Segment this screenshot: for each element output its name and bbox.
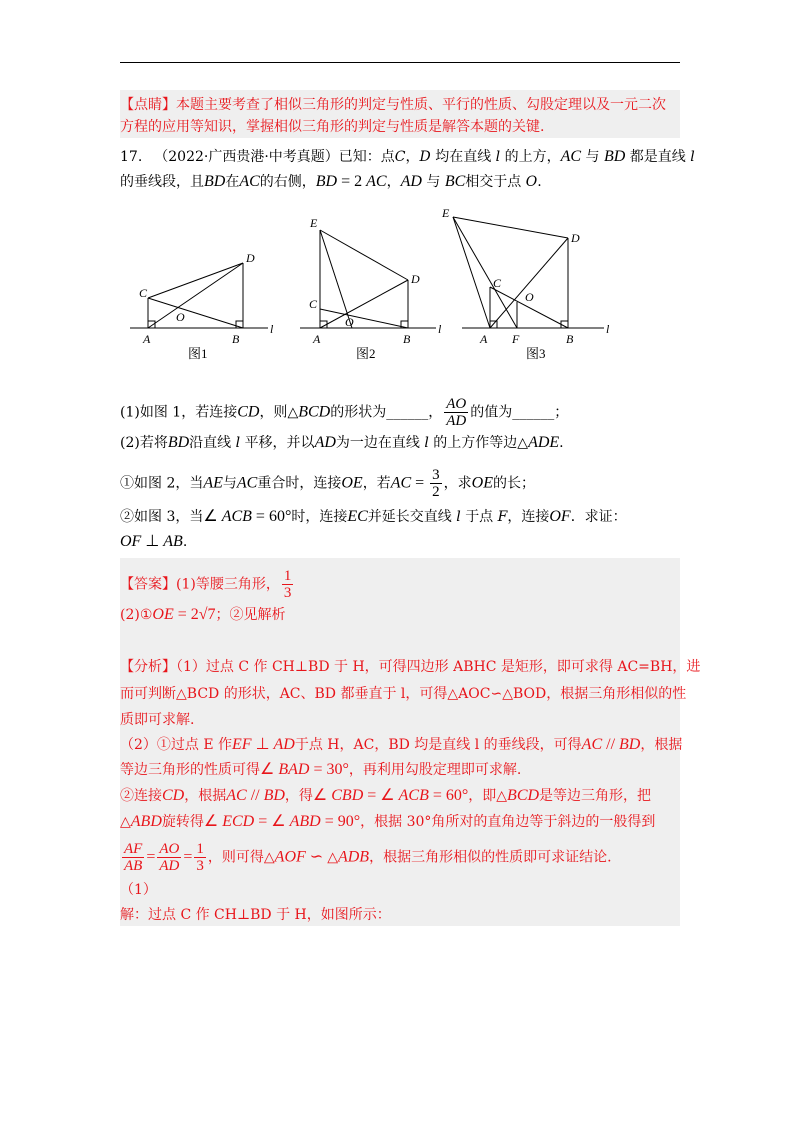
- svg-text:O: O: [176, 310, 185, 324]
- comment-line-1: 【点睛】本题主要考查了相似三角形的判定与性质、平行的性质、勾股定理以及一元二次: [120, 97, 666, 113]
- svg-text:E: E: [442, 206, 450, 220]
- question-2: (2)若将BD沿直线 l 平移，并以AD为一边在直线 l 的上方作等边△ADE.: [120, 434, 564, 451]
- analysis-text: ，得: [284, 788, 313, 804]
- analysis-text: ，根据 30°角所对的直角边等于斜边的一般得到: [360, 814, 656, 830]
- question-2-ii: ②如图 3，当∠ ACB = 60°时，连接EC并延长交直线 l 于点 F，连接OF．求证：: [120, 508, 627, 525]
- analysis-line-1: [120, 657, 701, 677]
- header-rule: [120, 62, 680, 63]
- analysis-text: ，根据三角形相似的性质即可求证结论.: [369, 849, 612, 866]
- answer-text: ；②见解析: [215, 607, 286, 623]
- analysis-text: ，根据: [640, 737, 683, 753]
- figure-3: [453, 217, 604, 328]
- svg-text:O: O: [525, 290, 534, 304]
- answer-text: (2)①: [120, 607, 153, 623]
- figure-1: [130, 263, 268, 328]
- analysis-line-3: 质即可求解.: [120, 712, 195, 728]
- stem-text: 在: [225, 174, 240, 190]
- question-text: ①如图 2，当: [120, 475, 204, 492]
- analysis-label: 【分析】: [120, 659, 176, 675]
- analysis-line-10: 解：过点 C 作 CH⊥BD 于 H，如图所示：: [120, 907, 391, 923]
- question-1: (1)如图 1，若连接CD，则△BCD的形状为______， $\frac{AO}{AD}$ 的值为______；: [120, 396, 569, 429]
- svg-text:F: F: [512, 332, 520, 346]
- svg-text:A: A: [480, 332, 488, 346]
- question-2-i: ①如图 2，当AE与AC重合时，连接OE，若AC = $\frac{3}{2}$ ，求OE的长；: [120, 467, 535, 500]
- svg-text:O: O: [345, 315, 354, 329]
- svg-text:C: C: [139, 286, 148, 300]
- question-text: 为一边在直线: [335, 435, 420, 451]
- svg-text:l: l: [606, 322, 610, 336]
- question-text: 的形状为______，: [330, 404, 443, 421]
- question-text: 时，连接: [291, 509, 348, 525]
- question-text: ，若: [362, 475, 391, 492]
- figure-1-caption: 图1: [188, 346, 208, 361]
- question-text: 平移，并以: [244, 435, 315, 451]
- analysis-line-6: ②连接CD，根据AC // BD，得∠ CBD = ∠ ACB = 60°，即△BCD是等边三角形，把: [120, 787, 652, 804]
- analysis-line-2: 而可判断△BCD 的形状，AC、BD 都垂直于 l，可得△AOC∽△BOD，根据三角形相似的性: [120, 686, 687, 702]
- question-2-ii-conclusion: OF ⊥ AB.: [120, 533, 188, 550]
- analysis-text: （1）过点 C 作 CH⊥BD 于 H，可得四边形 ABHC 是矩形，即可求得 AC=BH，进: [176, 659, 701, 675]
- stem-text: 的垂线段，且: [120, 174, 204, 190]
- svg-text:l: l: [438, 322, 442, 336]
- question-text: 与: [222, 475, 237, 492]
- question-text: 重合时，连接: [257, 475, 342, 492]
- problem-source: （2022·广西贵港·中考真题）: [154, 149, 339, 165]
- figure-3-caption: 图3: [526, 346, 546, 361]
- analysis-text: ，再利用勾股定理即可求解.: [348, 762, 522, 778]
- svg-text:B: B: [566, 332, 574, 346]
- analysis-text: 旋转得: [161, 814, 204, 830]
- analysis-text: ，根据: [184, 788, 227, 804]
- problem-number: 17.: [120, 149, 143, 165]
- problem-stem-line-2: 的垂线段，且BD在AC的右侧，BD = 2 AC，AD 与 BC相交于点 O.: [120, 173, 542, 190]
- question-text: (2)若将: [120, 435, 168, 451]
- question-text: 的值为______；: [470, 404, 569, 421]
- fraction-3-2: $\frac{3}{2}$: [432, 467, 440, 500]
- figure-2-caption: 图2: [356, 346, 376, 361]
- fraction-ao-ad: $\frac{AO}{AD}$: [446, 396, 467, 429]
- answer-part-1: (1)等腰三角形，: [176, 576, 280, 593]
- analysis-text: （2）①过点 E 作: [120, 737, 233, 753]
- analysis-text: 于点 H，AC，BD 均是直线 l 的垂线段，可得: [294, 737, 582, 753]
- question-text: 沿直线: [189, 435, 232, 451]
- svg-text:B: B: [232, 332, 240, 346]
- svg-text:D: D: [411, 272, 420, 286]
- svg-text:B: B: [403, 332, 411, 346]
- analysis-line-5: 等边三角形的性质可得∠ BAD = 30°，再利用勾股定理即可求解.: [120, 761, 522, 778]
- answer-line-2: (2)①OE = 2√7；②见解析: [120, 606, 286, 623]
- analysis-text: ，则可得: [207, 849, 264, 866]
- analysis-text: ，即: [468, 788, 497, 804]
- stem-text: 相交于点: [465, 174, 522, 190]
- analysis-text: 等边三角形的性质可得: [120, 762, 260, 778]
- analysis-line-4: （2）①过点 E 作EF ⊥ AD于点 H，AC，BD 均是直线 l 的垂线段，可得AC // BD，根据: [120, 736, 683, 753]
- question-text: ②如图 3，当: [120, 509, 204, 525]
- question-text: 并延长交直线: [367, 509, 452, 525]
- svg-text:C: C: [309, 297, 318, 311]
- comment-line-2: 方程的应用等知识，掌握相似三角形的判定与性质是解答本题的关键.: [120, 119, 545, 135]
- question-text: ．求证：: [570, 509, 627, 525]
- analysis-line-9: （1）: [120, 882, 157, 898]
- stem-text: 的右侧，: [259, 174, 316, 190]
- stem-text: 已知：点: [338, 149, 395, 165]
- svg-text:l: l: [270, 322, 274, 336]
- svg-text:E: E: [310, 216, 318, 230]
- question-text: 的上方作等边: [433, 435, 518, 451]
- analysis-line-7: △ABD旋转得∠ ECD = ∠ ABD = 90°，根据 30°角所对的直角边等于斜边的一般得到: [120, 813, 656, 830]
- svg-text:D: D: [571, 231, 580, 245]
- question-text: (1)如图 1，若连接: [120, 404, 238, 421]
- question-text: 的长；: [493, 475, 535, 492]
- svg-text:A: A: [143, 332, 151, 346]
- fraction-ao-ad-2: $\frac{AO}{AD}$: [159, 841, 180, 874]
- analysis-line-8: $\frac{AF}{AB}$ = $\frac{AO}{AD}$ = $\frac{1}{3}$ ，则可得△AOF ∽ △ADB，根据三角形相似的性质即可求证结论.: [124, 841, 612, 874]
- question-text: ，连接: [507, 509, 550, 525]
- answer-fraction-1-3: $\frac{1}{3}$: [283, 568, 292, 601]
- fraction-af-ab: $\frac{AF}{AB}$: [124, 841, 143, 874]
- svg-text:C: C: [493, 276, 502, 290]
- svg-text:A: A: [313, 332, 321, 346]
- analysis-text: 是等边三角形，把: [539, 788, 652, 804]
- analysis-text: ②连接: [120, 788, 162, 804]
- svg-text:D: D: [246, 251, 255, 265]
- answer-label: 【答案】: [120, 576, 176, 593]
- answer-line-1: [120, 568, 680, 601]
- fraction-1-3: $\frac{1}{3}$: [196, 841, 204, 874]
- geometry-figures: [0, 205, 800, 385]
- problem-stem-line-1: 17. （2022·广西贵港·中考真题）已知：点C，D 均在直线 l 的上方，AC 与 BD 都是直线 l: [120, 148, 695, 165]
- question-text: ，求: [443, 475, 472, 492]
- question-text: ，则: [259, 404, 288, 421]
- question-text: 于点: [465, 509, 494, 525]
